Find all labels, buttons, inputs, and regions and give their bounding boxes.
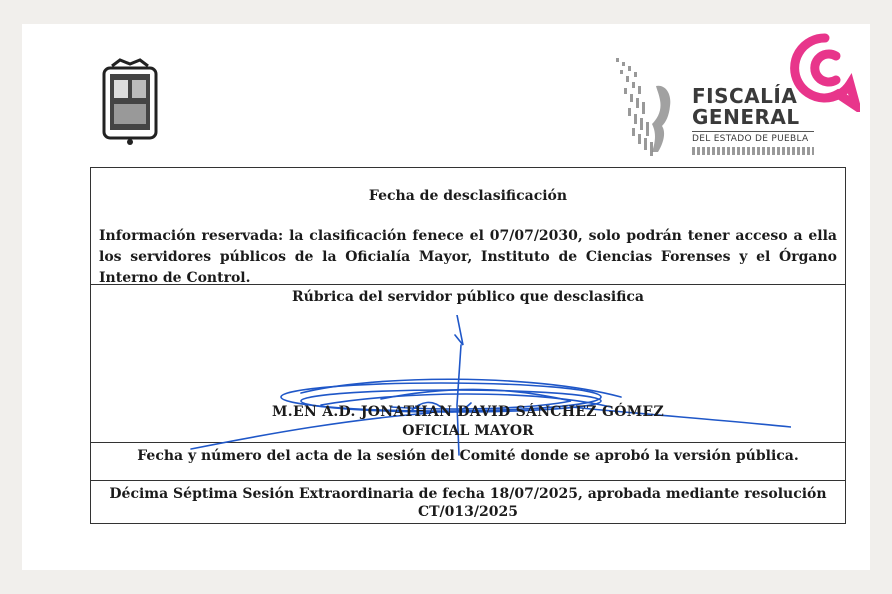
committee-resolution-line2: CT/013/2025 <box>418 504 518 520</box>
declassification-title: Fecha de desclasificación <box>368 188 568 204</box>
committee-title: Fecha y número del acta de la sesión del Comité donde se aprobó la versión pública. <box>137 448 799 464</box>
puebla-state-seal-icon <box>98 58 162 146</box>
signature-title: Rúbrica del servidor público que desclasifica <box>292 289 644 305</box>
committee-resolution-line1: Décima Séptima Sesión Extraordinaria de fecha 18/07/2025, aprobada mediante resolución <box>109 486 827 502</box>
signer-name: M.EN A.D. JONATHAN DAVID SÁNCHEZ GÓMEZ <box>272 404 664 420</box>
agency-name-line1: FISCALÍA <box>692 84 798 108</box>
signer-title: OFICIAL MAYOR <box>402 423 534 439</box>
agency-name-line3: DEL ESTADO DE PUEBLA <box>692 131 814 144</box>
declassification-table <box>90 167 846 524</box>
reserved-information-text: Información reservada: la clasificación fenece el 07/07/2030, solo podrán tener acceso a ella los servidores públicos de la Oficialía Mayor, Instituto de Ciencias Forenses y el Órgano Interno de Control. <box>99 228 837 286</box>
committee-title-section <box>91 443 845 481</box>
fiscalia-emblem-icon <box>612 56 686 160</box>
committee-resolution-section <box>91 481 845 525</box>
signature-section <box>91 285 845 443</box>
pink-c-speech-bubble-logo-icon <box>790 32 860 112</box>
decorative-pattern <box>692 147 814 155</box>
declassification-date-section <box>91 168 845 285</box>
agency-name-line2: GENERAL <box>692 105 800 129</box>
committee-resolution-text <box>97 485 839 521</box>
